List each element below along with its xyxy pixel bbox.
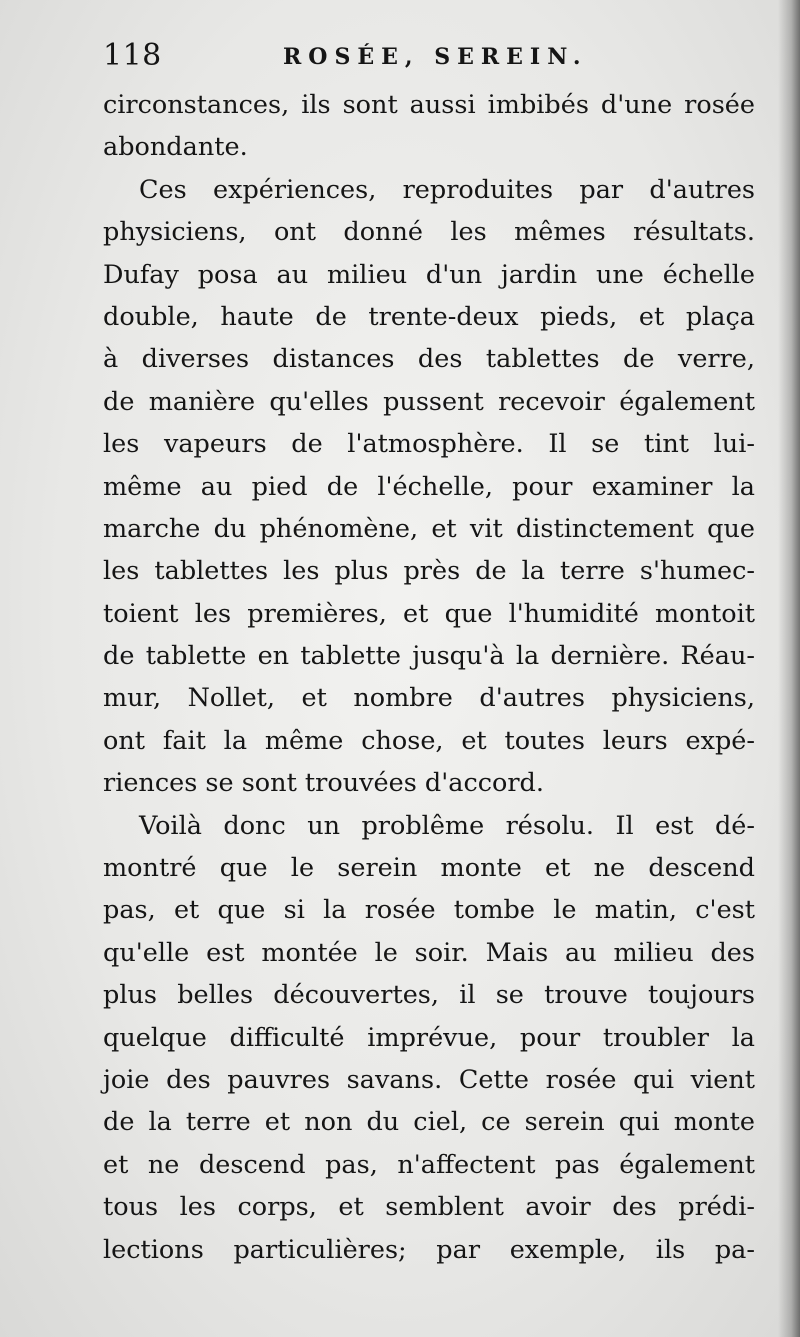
text-line: montré que le serein monte et ne descend [103,853,755,884]
text-line: quelque difficulté imprévue, pour troubler la [103,1022,755,1053]
text-line: Voilà donc un problême résolu. Il est dé- [139,810,755,841]
text-line: lections particulières; par exemple, ils pa- [103,1234,755,1265]
text-line: de tablette en tablette jusqu'à la dernière. Réau- [103,641,755,672]
text-line: Dufay posa au milieu d'un jardin une échelle [103,259,755,290]
page-edge-shadow [778,0,800,1337]
text-line: marche du phénomène, et vit distinctement que [103,513,755,544]
text-line: joie des pauvres savans. Cette rosée qui vient [103,1064,755,1095]
text-line: de manière qu'elles pussent recevoir également [103,386,755,417]
running-head: ROSÉE, SEREIN. [283,44,588,70]
text-line: qu'elle est montée le soir. Mais au milieu des [103,937,755,968]
text-line: toient les premières, et que l'humidité montoit [103,598,755,629]
text-line: de la terre et non du ciel, ce serein qui monte [103,1107,755,1138]
text-line: Ces expériences, reproduites par d'autres [139,174,755,205]
text-line: physiciens, ont donné les mêmes résultats. [103,217,755,248]
text-line: ont fait la même chose, et toutes leurs expé- [103,725,755,756]
text-line: abondante. [103,132,248,163]
text-line: mur, Nollet, et nombre d'autres physiciens, [103,683,755,714]
page-number: 118 [103,38,162,73]
text-line: pas, et que si la rosée tombe le matin, c'est [103,895,755,926]
body-text [103,84,755,1271]
text-line: même au pied de l'échelle, pour examiner la [103,471,755,502]
text-line: à diverses distances des tablettes de verre, [103,344,755,375]
text-line: double, haute de trente-deux pieds, et plaça [103,301,755,332]
text-line: plus belles découvertes, il se trouve toujours [103,980,755,1011]
text-line: tous les corps, et semblent avoir des prédi- [103,1192,755,1223]
text-line: circonstances, ils sont aussi imbibés d'une rosée [103,90,755,120]
text-line: les vapeurs de l'atmosphère. Il se tint lui- [103,429,755,460]
text-line: et ne descend pas, n'affectent pas également [103,1149,755,1180]
page-header [103,38,763,78]
text-line: riences se sont trouvées d'accord. [103,768,544,799]
text-line: les tablettes les plus près de la terre s'humec- [103,556,755,587]
